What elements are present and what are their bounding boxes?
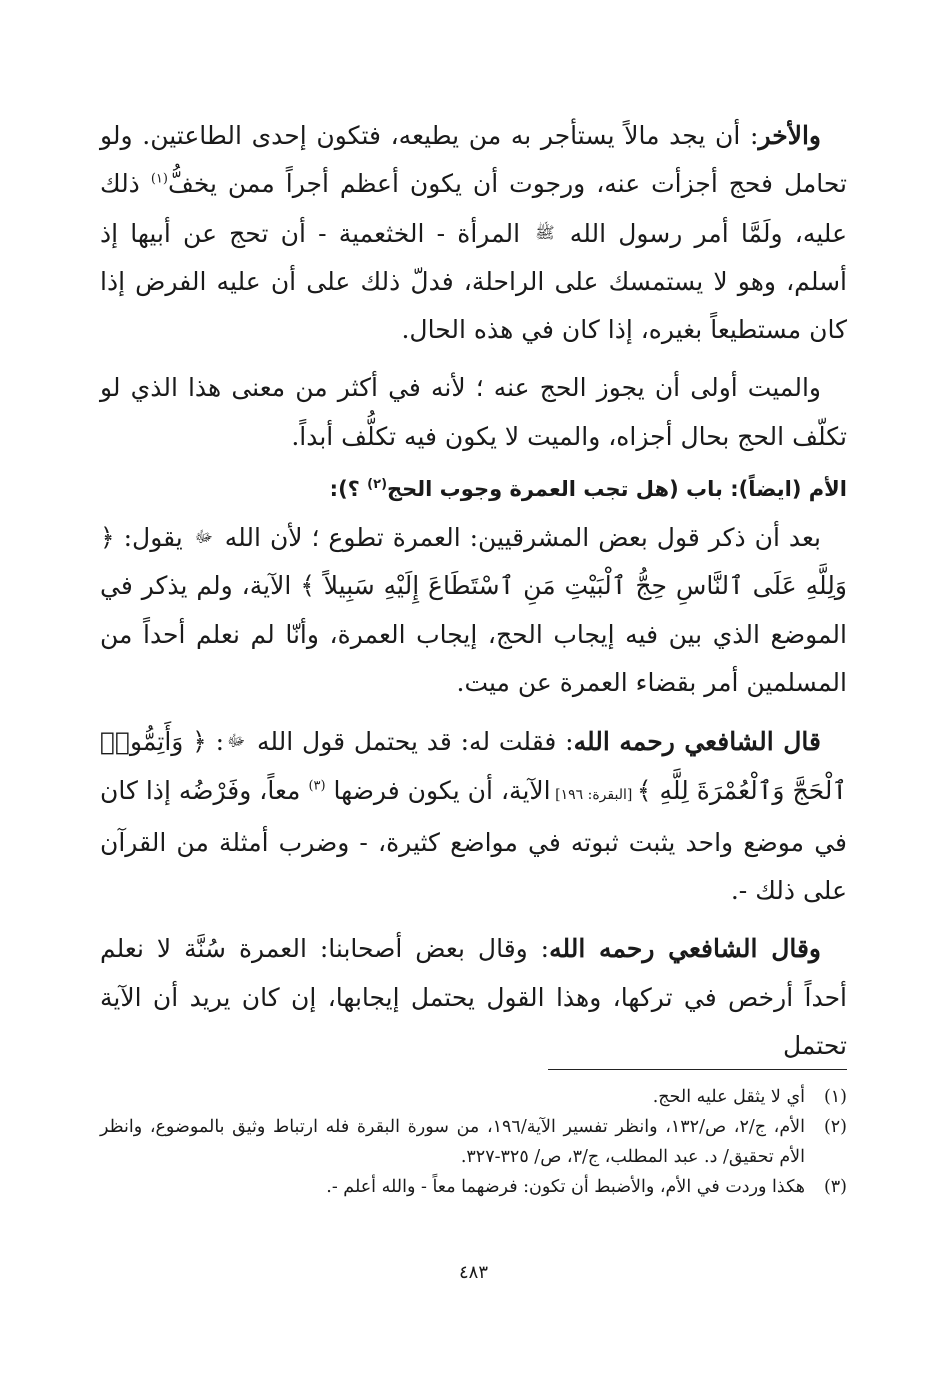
paragraph-4: [100, 717, 847, 915]
footnote-ref-1[interactable]: (١): [150, 171, 168, 187]
footnote-text: هكذا وردت في الأم، والأضبط أن تكون: فرضهما معاً - والله أعلم -.: [326, 1177, 805, 1197]
paragraph-1: [100, 112, 847, 354]
section-heading-text-a: الأم (ايضاً): باب (هل تجب العمرة وجوب الحج: [387, 477, 847, 502]
footnote-number: (٣): [823, 1177, 847, 1197]
footnote-number: (١): [823, 1087, 847, 1107]
paragraph-3-text-b: يقول:: [114, 523, 192, 553]
jalla-symbol-2: ﷻ: [227, 731, 246, 751]
footnote-3: [100, 1172, 847, 1202]
section-heading: [100, 469, 847, 509]
verse-reference: [البقرة: ١٩٦]: [550, 786, 637, 803]
salutation-symbol: ﷺ: [535, 222, 555, 242]
footnote-number: (٢): [823, 1117, 847, 1137]
paragraph-4-text-a: : فقلت له: قد يحتمل قول الله: [248, 727, 574, 757]
paragraph-3: [100, 513, 847, 707]
quran-verse-1: ﴿ وَلِلَّهِ عَلَى ٱلنَّاسِ حِجُّ ٱلْبَيْتِ مَنِ ٱسْتَطَاعَ إِلَيْهِ سَبِيلاً ﴾: [100, 523, 847, 601]
paragraph-1-text-a: : أن يجد مالاً يستأجر به من يطيعه، فتكون إحدى الطاعتين. ولو تحامل فحج أجزأت عنه، ورجوت أن يكون أعظم أجراً ممن يخفُّ: [100, 121, 847, 199]
paragraph-3-text-c: الآية، ولم يذكر في الموضع الذي بين فيه إيجاب الحج، إيجاب العمرة، وأنّا لم نعلم أحداً من المسلمين أمر بقضاء العمرة عن ميت.: [100, 571, 847, 697]
page-number: ٤٨٣: [458, 1262, 488, 1283]
paragraph-4-text-b: :: [206, 727, 225, 757]
footnote-ref-2[interactable]: (٢): [367, 477, 388, 493]
paragraph-1-text-b: ذلك عليه، ولَمَّا أمر رسول الله: [100, 169, 847, 248]
paragraph-5: [100, 925, 847, 1070]
footnote-text: أي لا يثقل عليه الحج.: [652, 1087, 805, 1107]
jalla-symbol: ﷻ: [194, 527, 213, 547]
paragraph-3-text-a: بعد أن ذكر قول بعض المشرقيين: العمرة تطوع ؛ لأن الله: [215, 523, 822, 553]
quran-verse-2: ﴿ وَأَتِمُّوا۟ ٱلْحَجَّ وَٱلْعُمْرَةَ لِلَّهِ ﴾: [100, 727, 847, 805]
paragraph-5-lead: وقال الشافعي رحمه الله: [549, 934, 821, 964]
footnote-1: [100, 1082, 847, 1112]
footnotes-block: [100, 1082, 847, 1202]
paragraph-2: والميت أولى أن يجوز الحج عنه ؛ لأنه في أكثر من معنى هذا الذي لو تكلّف الحج بحال أجزاه، والميت لا يكون فيه تكلُّف أبداً.: [100, 373, 847, 451]
footnote-2: [100, 1112, 847, 1172]
footnote-text: الأم، ج/٢، ص/١٣٢، وانظر تفسير الآية/١٩٦، من سورة البقرة فله ارتباط وثيق بالموضوع، وانظر الأم تحقيق/ د. عبد المطلب، ج/٣، ص/ ٣٢٥-٣٢٧.: [100, 1117, 806, 1167]
paragraph-4-text-c: الآية، أن يكون فرضها: [325, 775, 551, 805]
footnote-ref-3[interactable]: (٣): [308, 778, 326, 794]
paragraph-1-lead: والأخر: [758, 121, 821, 150]
footnote-divider: [548, 1069, 847, 1070]
paragraph-4-text-d: معاً، وفَرْضُه إذا كان في موضع واحد يثبت ثبوته في مواضع كثيرة، - وضرب أمثلة من القرآن على ذلك -.: [100, 775, 847, 906]
section-heading-text-b: ؟):: [329, 477, 368, 502]
paragraph-5-text-a: : وقال بعض أصحابنا: العمرة سُنَّة لا نعلم أحداً أرخص في تركها، وهذا القول يحتمل إيجابها، إن كان يريد أن الآية تحتمل: [100, 934, 847, 1061]
main-text-block: [100, 112, 847, 1070]
paragraph-1-text-c: المرأة - الخثعمية - أن تحج عن أبيها إذ أسلم، وهو لا يستمسك على الراحلة، فدلّ ذلك على أن عليه الفرض إذا كان مستطيعاً بغيره، إذا كان في هذه الحال.: [100, 218, 847, 345]
paragraph-4-lead: قال الشافعي رحمه الله: [573, 727, 821, 757]
